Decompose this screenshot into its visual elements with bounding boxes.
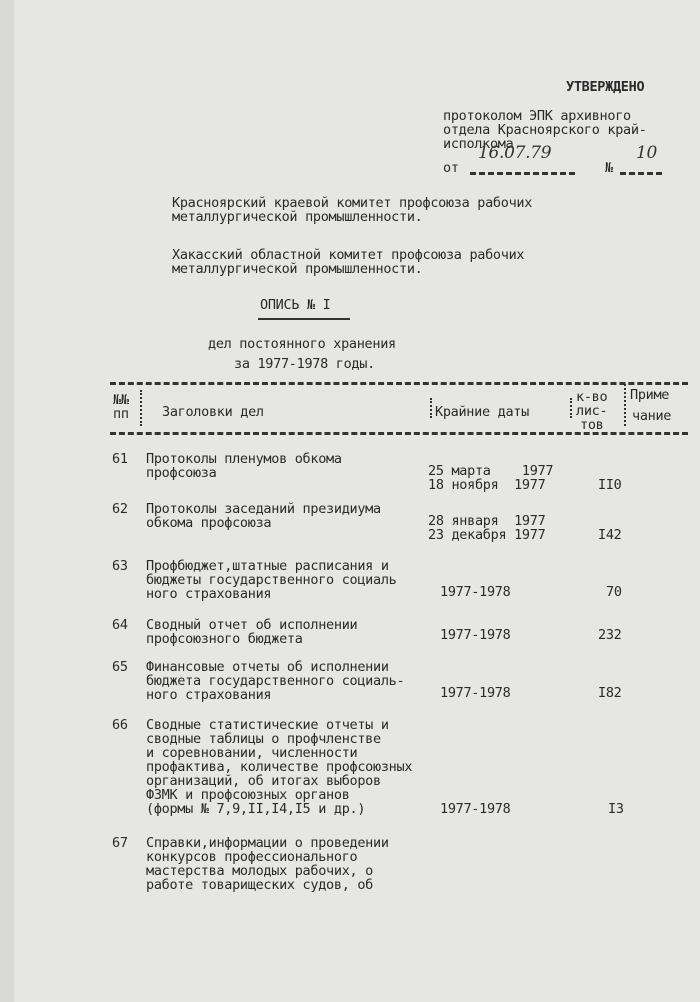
row-67-number: 67: [112, 835, 128, 851]
approval-line-3: исполкома: [443, 136, 514, 152]
row-62-title-2: обкома профсоюза: [146, 515, 272, 531]
org1-line-1: Красноярский краевой комитет профсоюза рабочих: [172, 195, 533, 211]
row-64-title-1: Сводный отчет об исполнении: [146, 617, 358, 633]
org2-line-1: Хакасский областной комитет профсоюза рабочих: [172, 247, 525, 263]
row-61-number: 61: [112, 451, 128, 467]
row-62-date-2: 23 декабря 1977: [428, 527, 546, 543]
header-divider-2: [430, 398, 432, 418]
row-65-title-2: бюджета государственного социаль-: [146, 673, 405, 689]
row-67-title-4: работе товарищеских судов, об: [146, 877, 374, 893]
approval-from-label: от: [443, 160, 459, 176]
row-66-title-7: (формы № 7,9,II,I4,I5 и др.): [146, 801, 366, 817]
org2-line-2: металлургической промышленности.: [172, 261, 423, 277]
row-63-title-3: ного страхования: [146, 586, 272, 602]
row-62-sheets: I42: [598, 527, 622, 543]
row-66-title-6: ФЗМК и профсоюзных органов: [146, 787, 350, 803]
approval-line-1: протоколом ЭПК архивного: [443, 108, 631, 124]
row-63-title-2: бюджеты государственного социаль: [146, 572, 397, 588]
approval-number-line: [620, 172, 662, 175]
org1-line-2: металлургической промышленности.: [172, 209, 423, 225]
approval-number: 10: [636, 143, 658, 163]
header-divider-4: [624, 384, 626, 426]
row-66-title-1: Сводные статистические отчеты и: [146, 717, 389, 733]
row-67-title-3: мастерства молодых рабочих, о: [146, 863, 374, 879]
header-notes-2: чание: [632, 408, 672, 424]
row-66-title-3: и соревновании, численности: [146, 745, 358, 761]
header-title: Заголовки дел: [162, 404, 264, 420]
row-62-title-1: Протоколы заседаний президиума: [146, 501, 381, 517]
row-61-title-2: профсоюза: [146, 465, 217, 481]
header-dates: Крайние даты: [435, 404, 529, 420]
page-edge: [0, 0, 14, 1002]
approval-title: УТВЕРЖДЕНО: [566, 79, 645, 95]
row-64-sheets: 232: [598, 627, 622, 643]
row-66-title-2: сводные таблицы о профчленстве: [146, 731, 381, 747]
header-notes-1: Приме: [630, 387, 670, 403]
header-divider-3: [570, 398, 572, 418]
row-63-title-1: Профбюджет,штатные расписания и: [146, 558, 389, 574]
header-num-1: №№: [113, 392, 129, 408]
header-num-2: пп: [113, 406, 129, 422]
row-67-title-1: Справки,информации о проведении: [146, 835, 389, 851]
approval-date: 16.07.79: [478, 143, 552, 163]
row-66-sheets: I3: [608, 801, 624, 817]
row-64-number: 64: [112, 617, 128, 633]
inventory-subtitle-1: дел постоянного хранения: [208, 336, 396, 352]
row-64-dates: 1977-1978: [440, 627, 511, 643]
row-66-title-5: организаций, об итогах выборов: [146, 773, 381, 789]
inventory-title: ОПИСЬ № I: [260, 297, 331, 313]
row-66-number: 66: [112, 717, 128, 733]
approval-number-label: №: [605, 160, 613, 176]
row-61-title-1: Протоколы пленумов обкома: [146, 451, 342, 467]
row-63-sheets: 70: [606, 584, 622, 600]
row-62-number: 62: [112, 501, 128, 517]
header-divider-1: [140, 390, 142, 426]
row-65-title-1: Финансовые отчеты об исполнении: [146, 659, 389, 675]
row-63-number: 63: [112, 558, 128, 574]
row-61-date-1: 25 марта 1977: [428, 463, 554, 479]
row-62-date-1: 28 января 1977: [428, 513, 546, 529]
row-61-date-2: 18 ноября 1977: [428, 477, 546, 493]
table-top-rule: [110, 382, 688, 385]
inventory-subtitle-2: за 1977-1978 годы.: [234, 356, 375, 372]
header-sheets-2: лис-: [576, 403, 608, 419]
row-65-title-3: ного страхования: [146, 687, 272, 703]
header-sheets-3: тов: [580, 417, 604, 433]
inventory-title-underline: [258, 318, 350, 320]
row-65-number: 65: [112, 659, 128, 675]
table-header-rule: [110, 432, 688, 435]
row-66-dates: 1977-1978: [440, 801, 511, 817]
approval-line-2: отдела Красноярского край-: [443, 122, 647, 138]
row-64-title-2: профсоюзного бюджета: [146, 631, 303, 647]
row-67-title-2: конкурсов профессионального: [146, 849, 358, 865]
row-61-sheets: II0: [598, 477, 622, 493]
row-65-dates: 1977-1978: [440, 685, 511, 701]
header-sheets-1: к-во: [576, 389, 608, 405]
approval-date-line: [470, 172, 575, 175]
row-66-title-4: профактива, количестве профсоюзных: [146, 759, 413, 775]
row-65-sheets: I82: [598, 685, 622, 701]
row-63-dates: 1977-1978: [440, 584, 511, 600]
